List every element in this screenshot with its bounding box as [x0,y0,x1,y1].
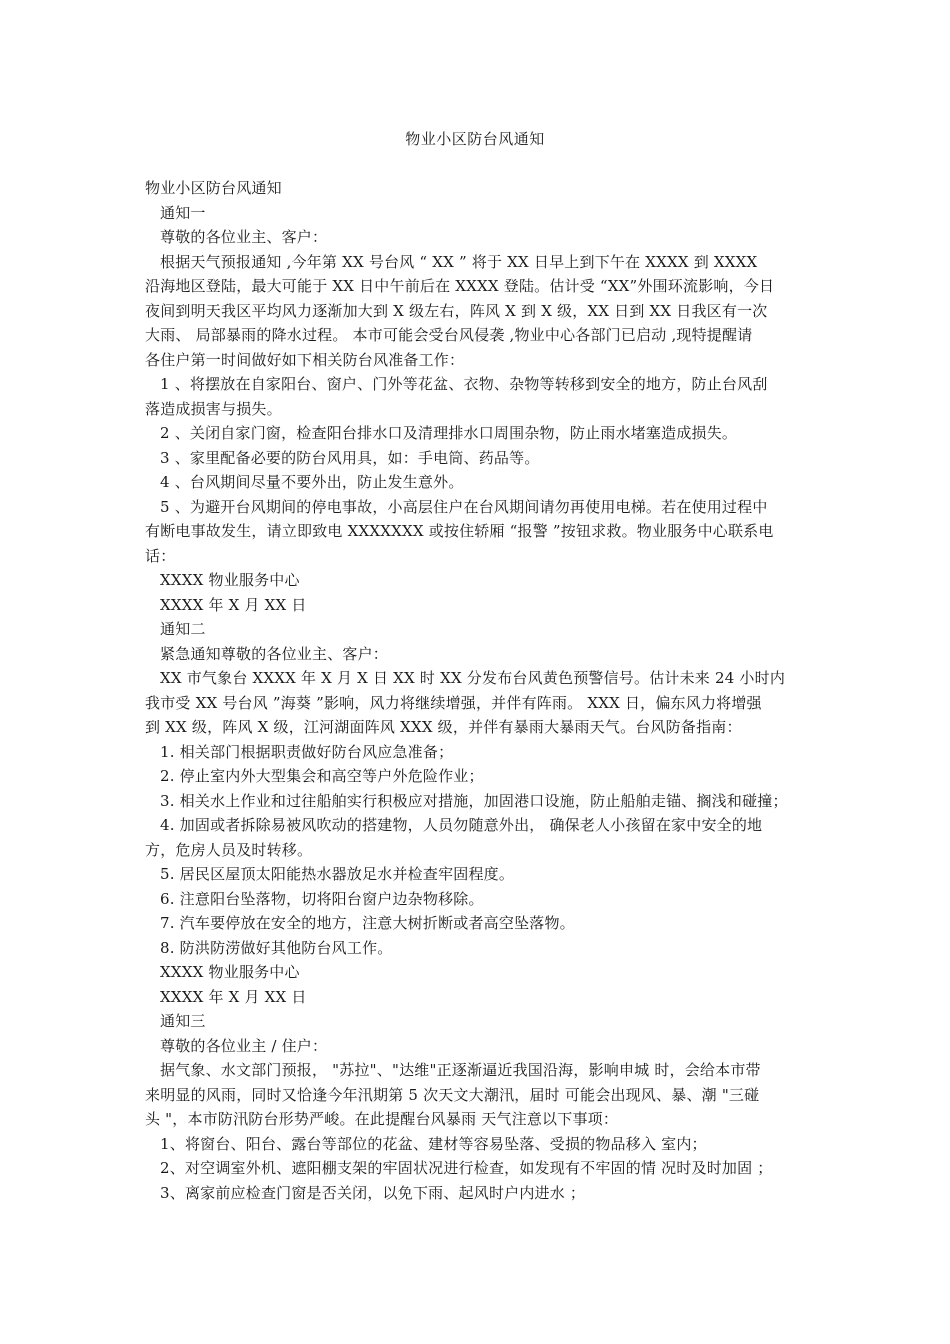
paragraph-line: 8. 防洪防涝做好其他防台风工作。 [160,938,393,957]
paragraph-line: 方，危房人员及时转移。 [145,840,313,859]
paragraph-line: 1 、将摆放在自家阳台、窗户、门外等花盆、衣物、杂物等转移到安全的地方，防止台风刮 [160,375,768,393]
paragraph-line: 通知二 [160,620,206,638]
paragraph-line: 3. 相关水上作业和过往船舶实行积极应对措施，加固港口设施，防止船舶走锚、搁浅和碰撞； [160,791,788,810]
paragraph-line: 2、对空调室外机、遮阳棚支架的牢固状况进行检查，如发现有不牢固的情 况时及时加固 ； [160,1159,773,1177]
paragraph-line: XX 市气象台 XXXX 年 X 月 X 日 XX 时 XX 分发布台风黄色预警信号。估计未来 24 小时内 [160,669,786,687]
paragraph-line: 沿海地区登陆，最大可能于 XX 日中午前后在 XXXX 登陆。估计受 “XX”外围环流影响，今日 [145,277,775,295]
paragraph-line: 物业小区防台风通知 [145,179,282,197]
paragraph-line: 4. 加固或者拆除易被风吹动的搭建物，人员勿随意外出， 确保老人小孩留在家中安全的地 [160,816,763,834]
paragraph-line: 来明显的风雨，同时又恰逢今年汛期第 5 次天文大潮汛，届时 可能会出现风、暴、潮 "三碰 [145,1085,760,1104]
paragraph-line: 落造成损害与损失。 [145,399,282,418]
paragraph-line: 尊敬的各位业主、客户： [160,228,328,246]
document-body [145,176,815,1205]
page-title: 物业小区防台风通知 [405,130,545,148]
paragraph-line: 到 XX 级，阵风 X 级，江河湖面阵风 XXX 级，并伴有暴雨大暴雨天气。台风防备指南： [145,718,742,736]
paragraph-line: 大雨、 局部暴雨的降水过程。 本市可能会受台风侵袭 ,物业中心各部门已启动 ,现特提醒请 [145,326,753,344]
paragraph-line: 据气象、水文部门预报， "苏拉"、"达维"正逐渐逼近我国沿海，影响申城 时，会给本市带 [160,1061,761,1079]
paragraph-line: 尊敬的各位业主 / 住户： [160,1036,328,1055]
paragraph-line: 1、将窗台、阳台、露台等部位的花盆、建材等容易坠落、受损的物品移入 室内； [160,1134,707,1153]
paragraph-line: 话： [145,546,176,565]
paragraph-line: 4 、台风期间尽量不要外出，防止发生意外。 [160,473,464,491]
paragraph-line: 1. 相关部门根据职责做好防台风应急准备； [160,742,454,761]
paragraph-line: 根据天气预报通知 ,今年第 XX 号台风 “ XX ” 将于 XX 日早上到下午在 XXXX 到 XXXX [160,252,758,271]
paragraph-line: 3、离家前应检查门窗是否关闭，以免下雨、起风时户内进水 ； [160,1183,586,1202]
paragraph-line: 有断电事故发生，请立即致电 XXXXXXX 或按住轿厢 “报警 ”按钮求救。物业服务中心联系电 [145,522,774,540]
paragraph-line: 3 、家里配备必要的防台风用具，如：手电筒、药品等。 [160,448,540,467]
paragraph-line: 紧急通知尊敬的各位业主、客户： [160,644,389,663]
paragraph-line: 头 "，本市防汛防台形势严峻。在此提醒台风暴雨 天气注意以下事项： [145,1110,619,1128]
paragraph-line: 我市受 XX 号台风 ”海葵 ”影响，风力将继续增强，并伴有阵雨。 XXX 日，偏东风力将增强 [145,693,762,712]
paragraph-line: 5 、为避开台风期间的停电事故，小高层住户在台风期间请勿再使用电梯。若在使用过程中 [160,497,768,516]
paragraph-line: XXXX 年 X 月 XX 日 [160,595,307,614]
paragraph-line: 6. 注意阳台坠落物，切将阳台窗户边杂物移除。 [160,889,484,908]
paragraph-line: XXXX 年 X 月 XX 日 [160,987,307,1006]
paragraph-line: 2 、关闭自家门窗，检查阳台排水口及清理排水口周围杂物，防止雨水堵塞造成损失。 [160,424,738,442]
paragraph-line: 通知三 [160,1012,206,1030]
paragraph-line: 夜间到明天我区平均风力逐渐加大到 X 级左右，阵风 X 到 X 级，XX 日到 XX 日我区有一次 [145,301,768,320]
paragraph-line: 各住户第一时间做好如下相关防台风准备工作： [145,350,465,369]
paragraph-line: 通知一 [160,203,206,222]
paragraph-line: 5. 居民区屋顶太阳能热水器放足水并检查牢固程度。 [160,865,515,883]
paragraph-line: XXXX 物业服务中心 [160,571,300,589]
paragraph-line: 2. 停止室内外大型集会和高空等户外危险作业； [160,767,484,785]
paragraph-line: XXXX 物业服务中心 [160,963,300,981]
paragraph-line: 7. 汽车要停放在安全的地方，注意大树折断或者高空坠落物。 [160,914,575,932]
